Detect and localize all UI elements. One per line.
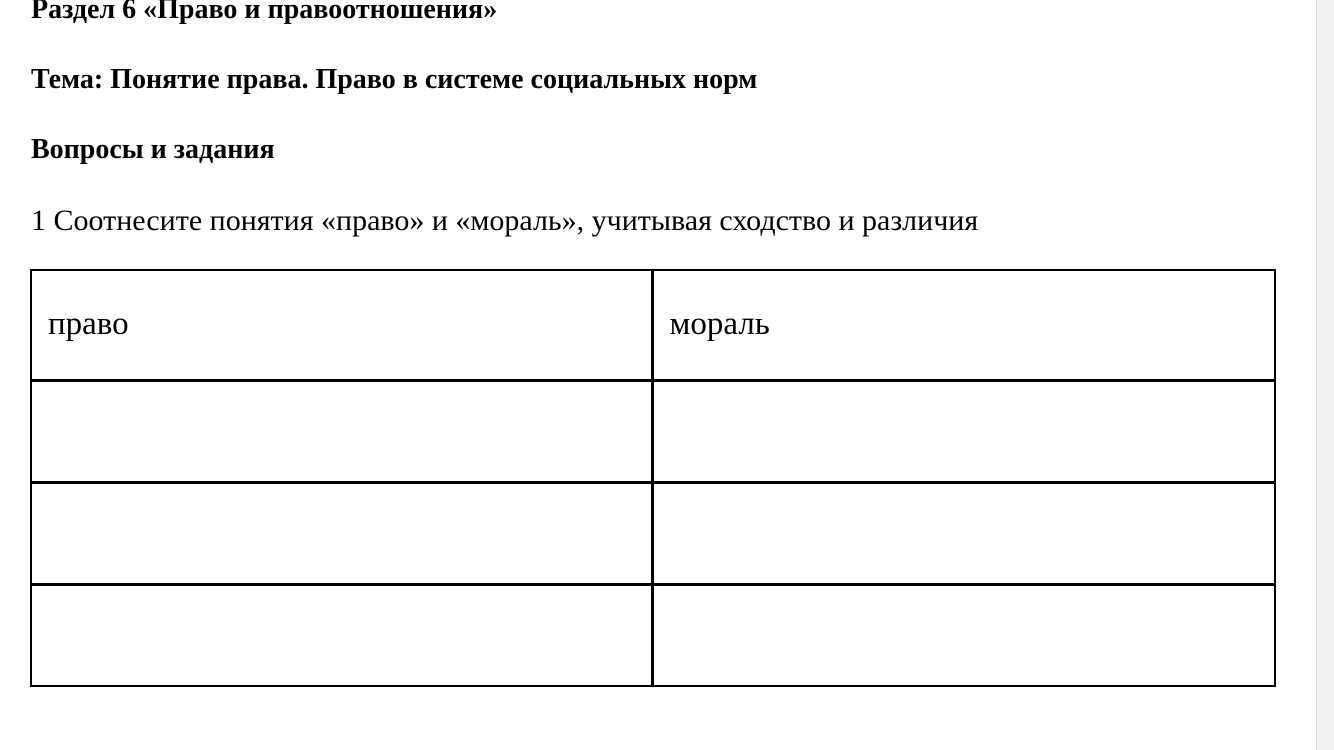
table-cell-morality[interactable]	[652, 584, 1275, 686]
table-row	[31, 482, 1275, 584]
table-cell-law[interactable]	[31, 482, 652, 584]
task-text: 1 Соотнесите понятия «право» и «мораль», учитывая сходство и различия	[31, 204, 979, 237]
table-cell-morality[interactable]	[652, 482, 1275, 584]
table-header-cell-morality: мораль	[652, 270, 1275, 380]
table-row	[31, 380, 1275, 482]
table-cell-law[interactable]	[31, 380, 652, 482]
page-edge-scrollbar[interactable]	[1316, 0, 1334, 750]
table-cell-law[interactable]	[31, 584, 652, 686]
table-header-row	[31, 270, 1275, 380]
table-header-cell-law: право	[31, 270, 652, 380]
table-cell-morality[interactable]	[652, 380, 1275, 482]
questions-heading: Вопросы и задания	[31, 134, 275, 165]
comparison-table	[30, 269, 1276, 687]
section-title: Раздел 6 «Право и правоотношения»	[31, 0, 498, 25]
table-row	[31, 584, 1275, 686]
topic-title: Тема: Понятие права. Право в системе социальных норм	[31, 64, 758, 95]
